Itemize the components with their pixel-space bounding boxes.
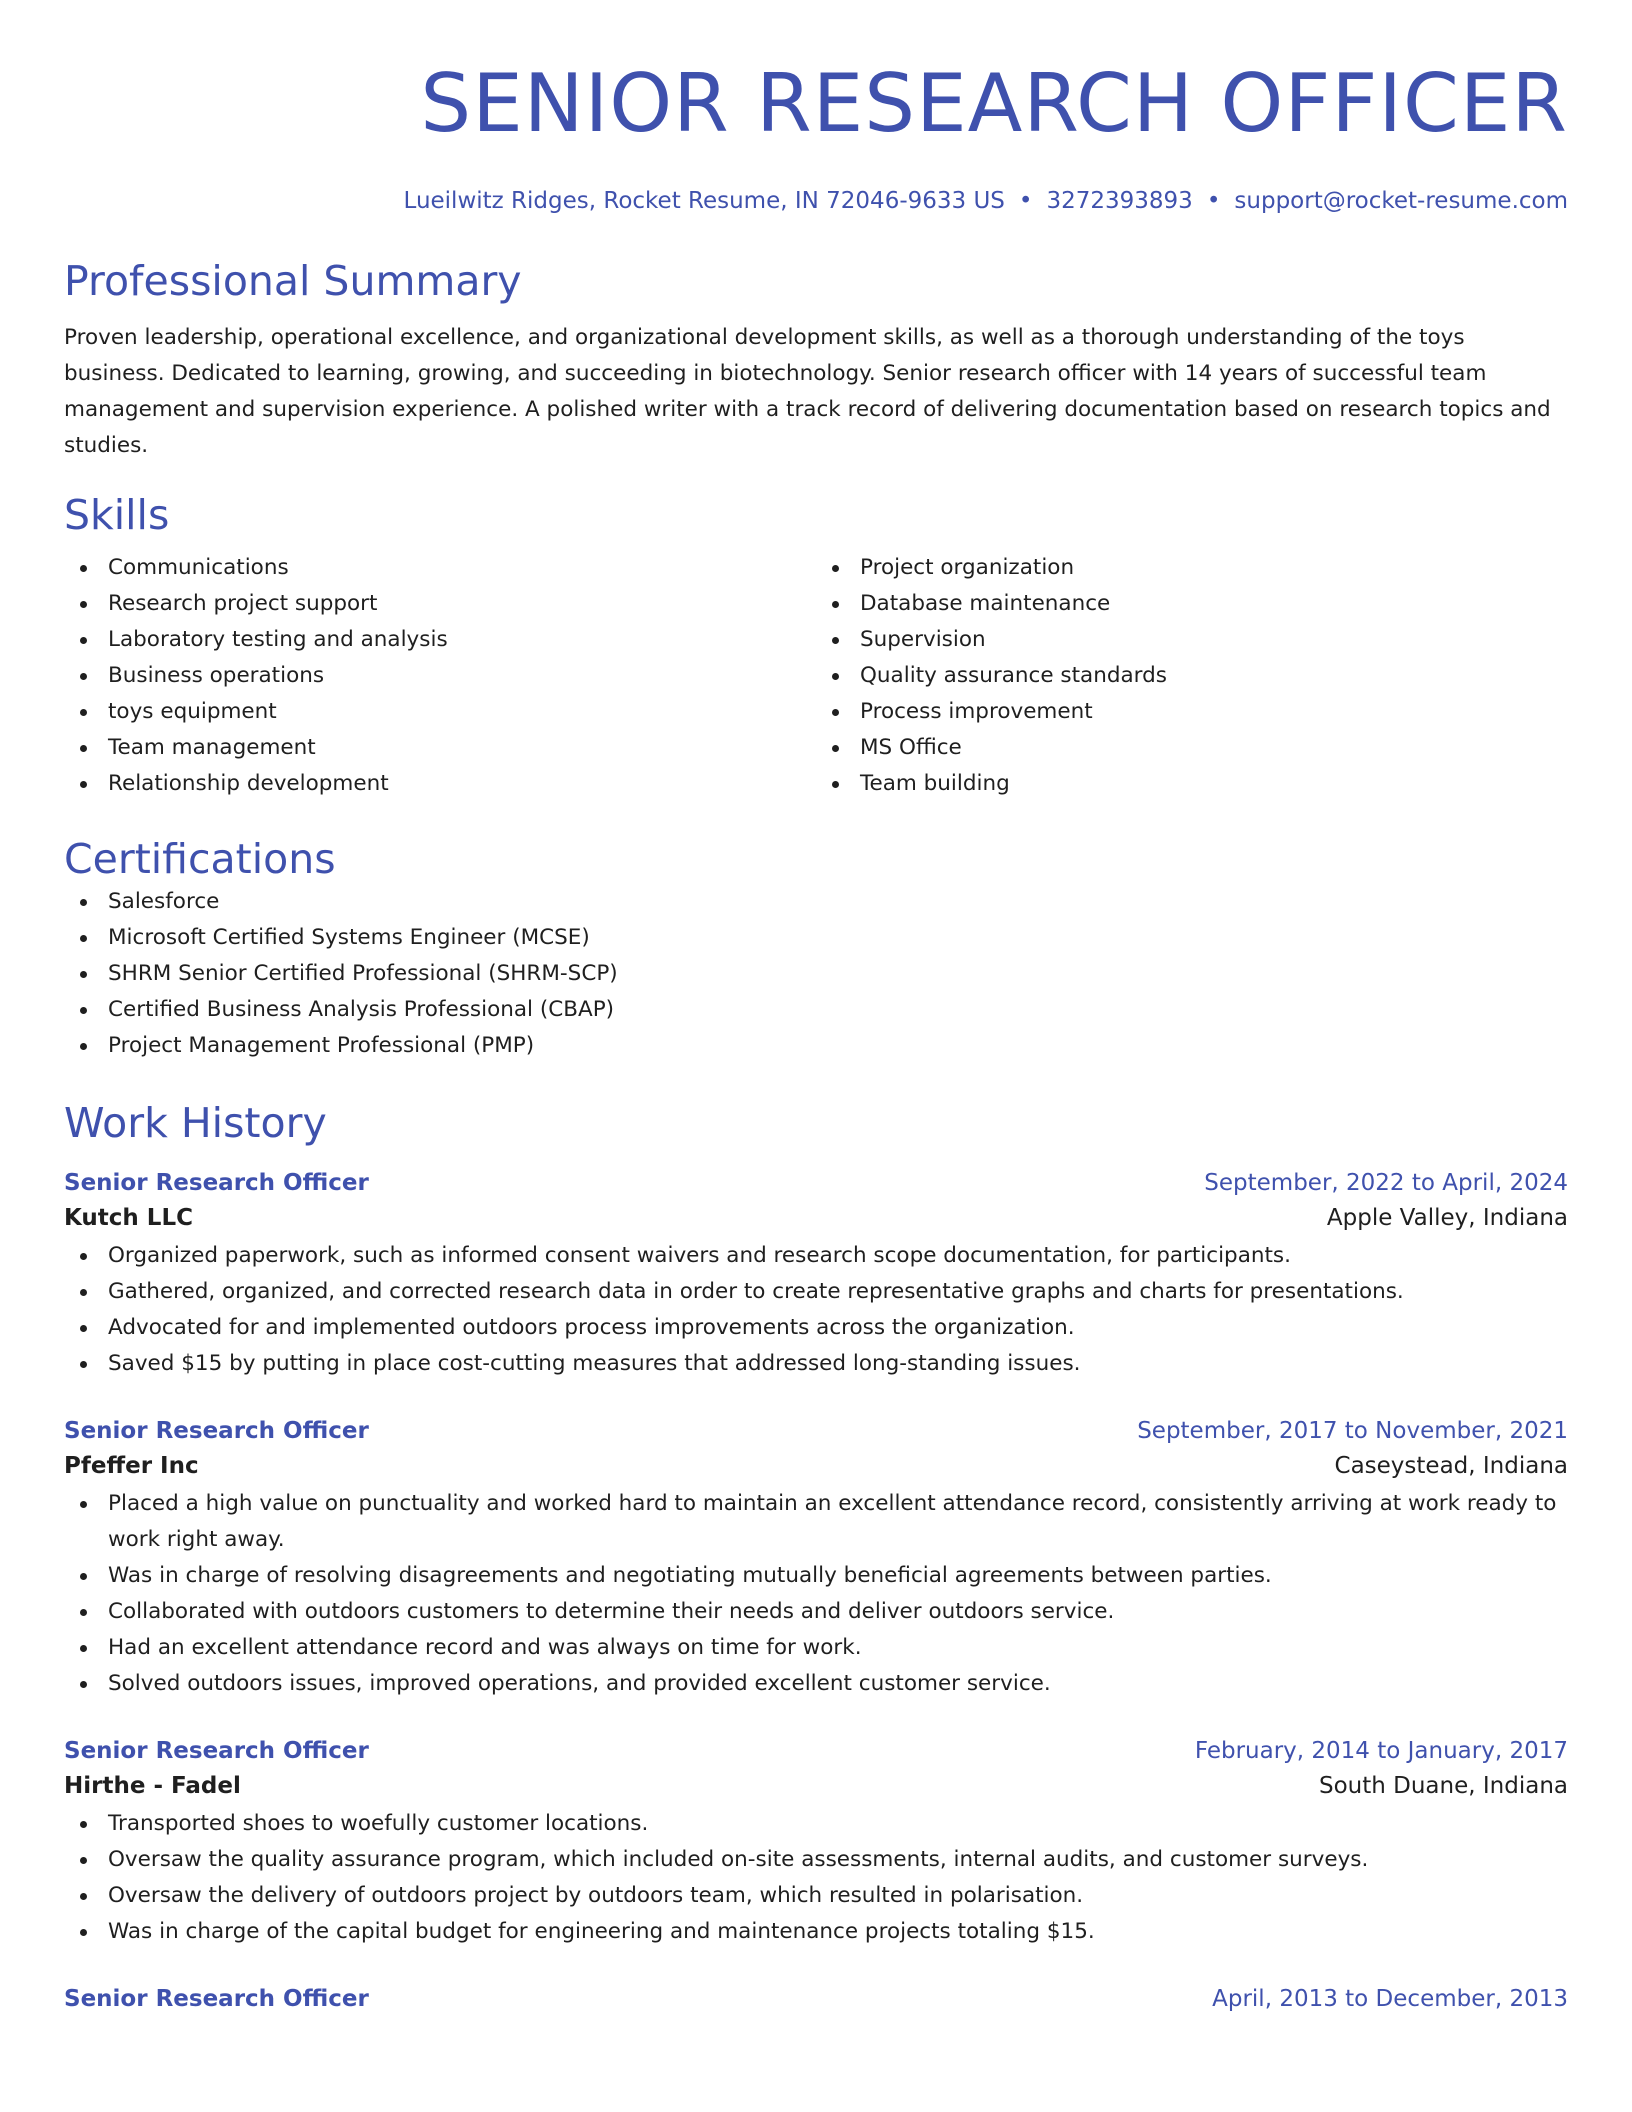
job-bullet-list <box>64 1238 1568 1382</box>
job-title: Senior Research Officer <box>64 1418 369 1444</box>
job-location: Apple Valley, Indiana <box>1326 1205 1568 1231</box>
job-dates: September, 2017 to November, 2021 <box>1137 1418 1568 1444</box>
job-company: Kutch LLC <box>64 1205 193 1231</box>
job-company-row <box>64 1198 1568 1238</box>
contact-address: Lueilwitz Ridges, Rocket Resume, IN 72046-9633 US <box>403 188 1005 214</box>
skill-item: Laboratory testing and analysis <box>64 622 816 658</box>
job-title-row <box>64 1416 1568 1446</box>
resume-title: SENIOR RESEARCH OFFICER <box>420 57 1568 150</box>
job-company: Hirthe - Fadel <box>64 1773 241 1799</box>
job-title-row <box>64 1736 1568 1766</box>
job-title-row <box>64 1984 1568 2014</box>
skills-grid <box>64 550 1568 802</box>
job-dates: February, 2014 to January, 2017 <box>1194 1738 1568 1764</box>
certification-item: Project Management Professional (PMP) <box>64 1028 1568 1064</box>
skills-list-left <box>64 550 816 802</box>
skill-item: MS Office <box>816 730 1568 766</box>
skill-item: Quality assurance standards <box>816 658 1568 694</box>
skill-item: Project organization <box>816 550 1568 586</box>
skill-item: Research project support <box>64 586 816 622</box>
job-location: South Duane, Indiana <box>1318 1773 1568 1799</box>
job-bullet-list <box>64 1486 1568 1702</box>
skill-item: Communications <box>64 550 816 586</box>
skill-item: Team building <box>816 766 1568 802</box>
job-entry <box>64 1416 1568 1702</box>
job-bullet: Oversaw the quality assurance program, which included on-site assessments, internal audits, and customer surveys. <box>64 1842 1568 1878</box>
summary-text: Proven leadership, operational excellence, and organizational development skills, as well as a thorough understanding of the toys business. Dedicated to learning, growing, and succeeding in biotechnology. Senior research officer with 14 years of successful team management and supervision experience. A polished writer with a track record of delivering documentation based on research topics and studies. <box>64 325 1551 458</box>
certification-item: Microsoft Certified Systems Engineer (MCSE) <box>64 920 1568 956</box>
job-company: Pfeffer Inc <box>64 1453 199 1479</box>
job-bullet: Oversaw the delivery of outdoors project by outdoors team, which resulted in polarisation. <box>64 1878 1568 1914</box>
certification-item: Certified Business Analysis Professional (CBAP) <box>64 992 1568 1028</box>
skills-heading: Skills <box>64 491 170 539</box>
skills-list-right <box>816 550 1568 802</box>
job-bullet: Collaborated with outdoors customers to determine their needs and deliver outdoors service. <box>64 1594 1568 1630</box>
skill-item: Business operations <box>64 658 816 694</box>
job-bullet: Placed a high value on punctuality and worked hard to maintain an excellent attendance record, consistently arriving at work ready to work right away. <box>64 1486 1568 1558</box>
work-history-section <box>64 1098 1568 2014</box>
job-entry <box>64 1736 1568 1950</box>
summary-heading: Professional Summary <box>64 257 522 305</box>
skill-item: Team management <box>64 730 816 766</box>
job-bullet: Saved $15 by putting in place cost-cutting measures that addressed long-standing issues. <box>64 1346 1568 1382</box>
certifications-heading: Certifications <box>64 835 336 883</box>
certifications-section <box>64 834 1568 1064</box>
certification-item: Salesforce <box>64 884 1568 920</box>
job-title: Senior Research Officer <box>64 1738 369 1764</box>
job-bullet-list <box>64 1806 1568 1950</box>
contact-email[interactable]: support@rocket-resume.com <box>1234 188 1568 214</box>
job-bullet: Organized paperwork, such as informed consent waivers and research scope documentation, for participants. <box>64 1238 1568 1274</box>
job-dates: April, 2013 to December, 2013 <box>1212 1986 1568 2012</box>
job-bullet: Solved outdoors issues, improved operations, and provided excellent customer service. <box>64 1666 1568 1702</box>
skill-item: Relationship development <box>64 766 816 802</box>
jobs-container <box>64 1168 1568 2014</box>
skill-item: Supervision <box>816 622 1568 658</box>
skill-item: Database maintenance <box>816 586 1568 622</box>
skill-item: Process improvement <box>816 694 1568 730</box>
skills-section <box>64 490 1568 802</box>
job-title-row <box>64 1168 1568 1198</box>
job-title: Senior Research Officer <box>64 1170 369 1196</box>
contact-line <box>64 186 1568 216</box>
job-bullet: Was in charge of resolving disagreements and negotiating mutually beneficial agreements between parties. <box>64 1558 1568 1594</box>
job-bullet: Gathered, organized, and corrected research data in order to create representative graphs and charts for presentations. <box>64 1274 1568 1310</box>
contact-separator: • <box>1018 188 1033 214</box>
contact-separator: • <box>1206 188 1221 214</box>
summary-section <box>64 256 1568 464</box>
job-entry <box>64 1984 1568 2014</box>
job-bullet: Transported shoes to woefully customer locations. <box>64 1806 1568 1842</box>
job-bullet: Advocated for and implemented outdoors process improvements across the organization. <box>64 1310 1568 1346</box>
skills-column-right <box>816 550 1568 802</box>
job-company-row <box>64 1446 1568 1486</box>
skill-item: toys equipment <box>64 694 816 730</box>
skills-column-left <box>64 550 816 802</box>
job-title: Senior Research Officer <box>64 1986 369 2012</box>
job-bullet: Was in charge of the capital budget for engineering and maintenance projects totaling $15. <box>64 1914 1568 1950</box>
certifications-list <box>64 884 1568 1064</box>
job-company-row <box>64 1766 1568 1806</box>
job-location: Caseystead, Indiana <box>1334 1453 1568 1479</box>
certification-item: SHRM Senior Certified Professional (SHRM-SCP) <box>64 956 1568 992</box>
work-history-heading: Work History <box>64 1099 327 1147</box>
contact-phone: 3272393893 <box>1046 188 1193 214</box>
job-dates: September, 2022 to April, 2024 <box>1204 1170 1568 1196</box>
job-bullet: Had an excellent attendance record and was always on time for work. <box>64 1630 1568 1666</box>
job-entry <box>64 1168 1568 1382</box>
